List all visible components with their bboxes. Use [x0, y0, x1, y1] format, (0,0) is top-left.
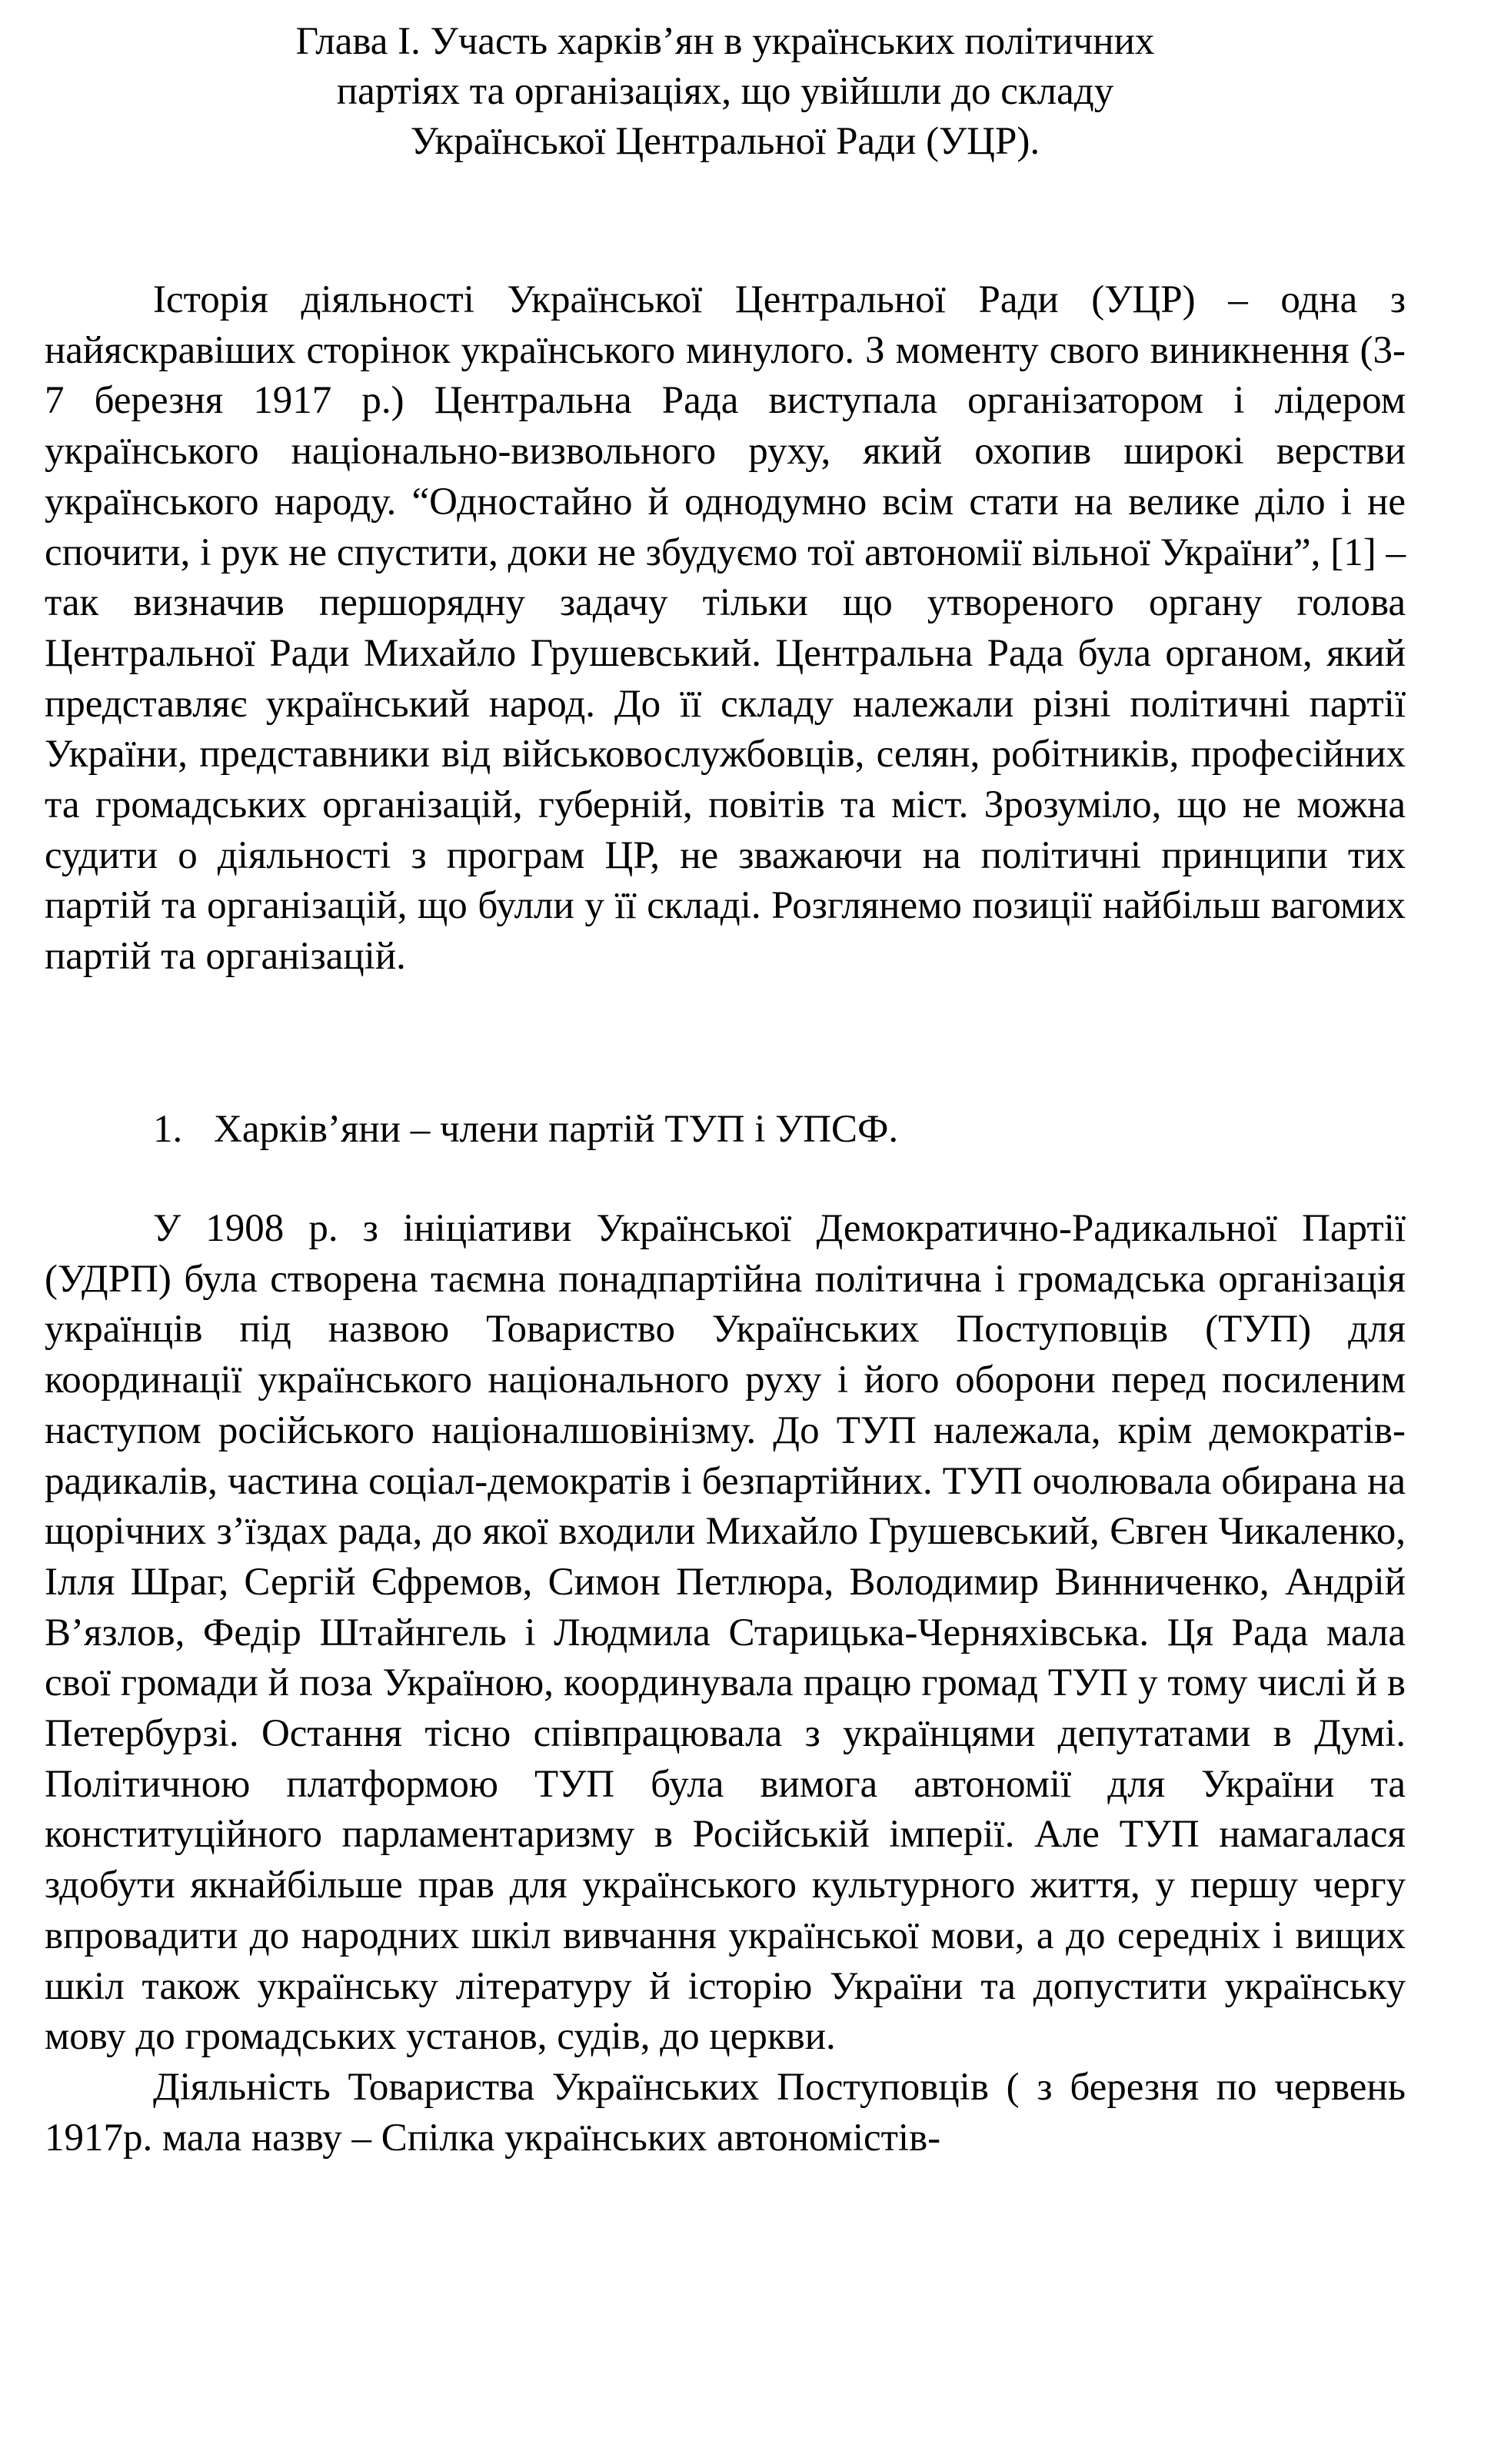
chapter-heading-line-2: партіях та організаціях, що увійшли до складу [336, 70, 1114, 113]
section-body-block [45, 1204, 1406, 2163]
section-title: Харків’яни – члени партій ТУП і УПСФ. [214, 1108, 899, 1151]
chapter-heading [45, 17, 1406, 167]
section-number: 1. [153, 1108, 183, 1151]
chapter-heading-line-1: Глава І. Участь харків’ян в українських політичних [295, 20, 1155, 63]
section-heading [153, 1105, 898, 1155]
chapter-heading-line-3: Української Центральної Ради (УЦР). [410, 120, 1040, 163]
tup-paragraph: У 1908 р. з ініціативи Української Демократично-Радикальної Партії (УДРП) була створена таємна понадпартійна політична і громадська організація українців під назвою Товариство Українських Поступовців (ТУП) для координації українського національного руху і його оборони перед посиленим наступом російського націоналшовінізму. До ТУП належала, крім демократів-радикалів, частина соціал-демократів і безпартійних. ТУП очолювала обирана на щорічних з’їздах рада, до якої входили Михайло Грушевський, Євген Чикаленко, Ілля Шраг, Сергій Єфремов, Симон Петлюра, Володимир Винниченко, Андрій В’язлов, Федір Штайнгель і Людмила Старицька-Черняхівська. Ця Рада мала свої громади й поза Україною, координувала працю громад ТУП у тому числі й в Петербурзі. Остання тісно співпрацювала з українцями депутатами в Думі. Політичною платформою ТУП була вимога автономії для України та конституційного парламентаризму в Російській імперії. Але ТУП намагалася здобути якнайбільше прав для українського культурного життя, у першу чергу впровадити до народних шкіл вивчання української мови, а до середніх і вищих шкіл також українську літературу й історію України та допустити українську мову до громадських установ, судів, до церкви. [45, 1207, 1406, 2059]
tup-activity-paragraph: Діяльність Товариства Українських Поступовців ( з березня по червень 1917р. мала назву – Спілка українських автономістів- [45, 2065, 1406, 2160]
document-page [45, 0, 1406, 2464]
intro-paragraph-block [45, 275, 1406, 983]
intro-paragraph: Історія діяльності Української Центральної Ради (УЦР) – одна з найяскравіших сторінок українського минулого. З моменту свого виникнення (3-7 березня 1917 р.) Центральна Рада виступала організатором і лідером українського національно-визвольного руху, який охопив широкі верстви українського народу. “Одностайно й однодумно всім стати на велике діло і не спочити, і рук не спустити, доки не збудуємо тої автономії вільної України”, [1] – так визначив першорядну задачу тільки що утвореного органу голова Центральної Ради Михайло Грушевський. Центральна Рада була органом, який представляє український народ. До її складу належали різні політичні партії України, представники від військовослужбовців, селян, робітників, професійних та громадських організацій, губерній, повітів та міст. Зрозуміло, що не можна судити о діяльності з програм ЦР, не зважаючи на політичні принципи тих партій та організацій, що булли у її складі. Розглянемо позиції найбільш вагомих партій та організацій. [45, 278, 1406, 979]
